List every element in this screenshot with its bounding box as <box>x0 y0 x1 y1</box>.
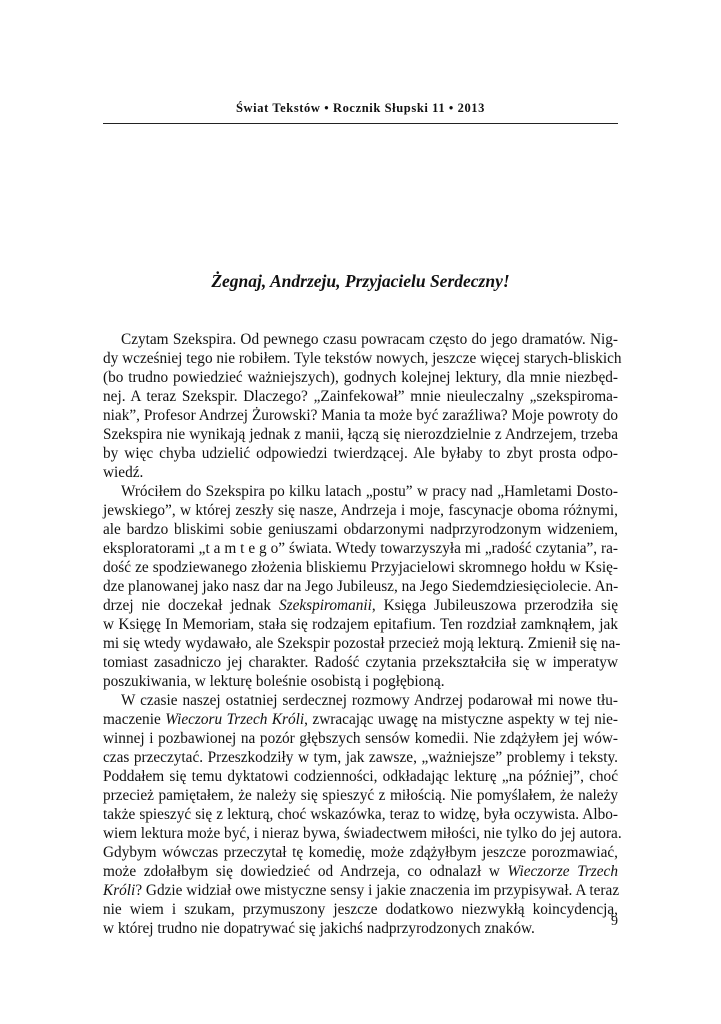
text-line: poszukiwania, w lekturę boleśnie osobistą i pogłębioną. <box>103 673 445 690</box>
text-line: dość ze spodziewanego złożenia bliskiemu Przyjacielowi skromnego hołdu w Księ- <box>103 559 618 576</box>
text-line: by więc chyba udzielić odpowiedzi twierdzącej. Ale byłaby to zbyt prosta odpo- <box>103 445 618 462</box>
text-line: drzej nie doczekał jednak Szekspiromanii, Księga Jubileuszowa przerodziła się <box>103 597 618 614</box>
text-line: tomiast zasadniczo jej charakter. Radość czytania przekształciła się w imperatyw <box>103 654 618 671</box>
text-line: nie wiem i szukam, przymuszony jeszcze dodatkowo niezwykłą koincydencją, <box>103 901 618 918</box>
text-line: przecież pamiętałem, że należy się spieszyć z miłością. Nie pomyślałem, że należy <box>103 787 618 804</box>
article-title: Żegnaj, Andrzeju, Przyjacielu Serdeczny! <box>211 271 510 291</box>
text-line: dze planowanej jako nasz dar na Jego Jubileusz, na Jego Siedemdziesięciolecie. An- <box>103 578 619 595</box>
text-line: Czytam Szekspira. Od pewnego czasu powracam często do jego dramatów. Nig- <box>121 331 618 348</box>
paragraph <box>103 330 622 482</box>
text-line: winnej i pozbawionej na pozór głębszych sensów komedii. Nie zdążyłem jej wów- <box>103 730 618 747</box>
text-line: (bo trudno powiedzieć ważniejszych), godnych kolejnej lektury, dla mnie niezbęd- <box>103 369 618 386</box>
paragraph <box>103 691 622 938</box>
text-line: maczenie Wieczoru Trzech Króli, zwracając uwagę na mistyczne aspekty w tej nie- <box>103 711 618 728</box>
text-line: wiedź. <box>103 464 144 481</box>
article-body <box>103 330 622 938</box>
text-line: Poddałem się temu dyktatowi codzienności, odkładając lekturę „na później”, choć <box>103 768 618 785</box>
text-line: Króli? Gdzie widział owe mistyczne sensy i jakie znaczenia im przypisywał. A teraz <box>103 882 620 899</box>
text-line: Szekspira nie wynikają jednak z manii, łączą się nierozdzielnie z Andrzejem, trzeba <box>103 426 618 443</box>
text-line: eksploratorami „t a m t e g o” świata. Wtedy towarzyszyła mi „radość czytania”, ra- <box>103 540 618 557</box>
text-line: czas przeczytać. Przeszkodziły w tym, jak zawsze, „ważniejsze” problemy i teksty. <box>103 749 618 766</box>
text-line: ale bardzo bliskimi sobie geniuszami obdarzonymi nadprzyrodzonym widzeniem, <box>103 521 618 538</box>
text-line: jewskiego”, w której zeszły się nasze, Andrzeja i moje, fascynacje oboma różnymi, <box>103 502 618 519</box>
text-line: także spieszyć się z lekturą, choć wskazówka, teraz to widzę, była oczywista. Albo- <box>103 806 618 823</box>
text-line: w której trudno nie dopatrywać się jakichś nadprzyrodzonych znaków. <box>103 920 535 937</box>
text-line: Wróciłem do Szekspira po kilku latach „postu” w pracy nad „Hamletami Dosto- <box>121 483 618 500</box>
text-line: niak”, Profesor Andrzej Żurowski? Mania ta może być zaraźliwa? Moje powroty do <box>103 407 618 424</box>
running-header: Świat Tekstów • Rocznik Słupski 11 • 2013 <box>235 101 486 115</box>
text-line: mi się wtedy wydawało, ale Szekspir pozostał przecież moją lekturą. Zmienił się na- <box>103 635 621 652</box>
text-line: W czasie naszej ostatniej serdecznej rozmowy Andrzej podarował mi nowe tłu- <box>121 692 618 709</box>
header-rule <box>103 123 618 124</box>
text-line: w Księgę In Memoriam, stała się rodzajem epitafium. Ten rozdział zamknąłem, jak <box>103 616 618 633</box>
text-line: nej. A teraz Szekspir. Dlaczego? „Zainfekował” mnie nieuleczalny „szekspiroma- <box>103 388 618 405</box>
paragraph <box>103 482 621 691</box>
text-line: może zdołałbym się dowiedzieć od Andrzeja, co odnalazł w Wieczorze Trzech <box>103 863 618 880</box>
text-line: Gdybym wówczas przeczytał tę komedię, może zdążyłbym jeszcze porozmawiać, <box>103 844 618 861</box>
text-line: dy wcześniej tego nie robiłem. Tyle tekstów nowych, jeszcze więcej starych-bliskich <box>103 350 622 367</box>
text-line: wiem lektura może być, i nieraz bywa, świadectwem miłości, nie tylko do jej autora. <box>103 825 622 842</box>
page-number: 9 <box>611 914 618 929</box>
